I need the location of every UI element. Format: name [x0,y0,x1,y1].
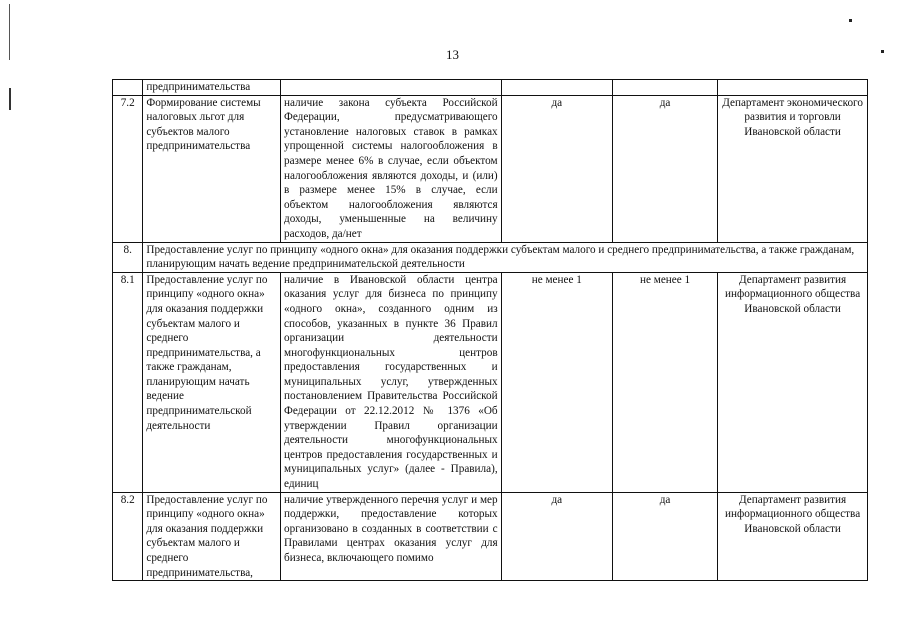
section-row [113,242,868,272]
row-number: 7.2 [113,95,143,242]
row-indicator: наличие в Ивановской области центра оказания услуг для бизнеса по принципу «одного окна», созданного одним из способов, указанных в пункте 36 Правил организации деятельности многофункциональных центров предоставления государственных и муниципальных услуг, утвержденных постановлением Правительства Российской Федерации от 22.12.2012 № 1376 «Об утверждении Правил организации деятельности многофункциональных центров предоставления государственных и муниципальных услуг» (далее - Правила), единиц [281,272,502,492]
table-row [113,492,868,581]
row-responsible: Департамент экономического развития и торговли Ивановской области [718,95,868,242]
page-bottom-margin [0,604,905,640]
row-value-1: да [501,492,612,581]
row-indicator: наличие утвержденного перечня услуг и мер поддержки, предоставление которых организовано в созданных в соответствии с Правилами центрах оказания услуг для бизнеса, включающего помимо [281,492,502,581]
row-value-1: да [501,95,612,242]
row-name: Предоставление услуг по принципу «одного окна» для оказания поддержки субъектам малого и среднего предпринимательства, [143,492,281,581]
section-title: Предоставление услуг по принципу «одного окна» для оказания поддержки субъектам малого и среднего предпринимательства, а также гражданам, планирующим начать ведение предпринимательской деятельности [143,242,868,272]
table-row [113,80,868,96]
table-row [113,95,868,242]
row-name: предпринимательства [143,80,281,96]
page-number: 13 [446,47,459,62]
scan-speck [881,50,884,53]
row-name: Предоставление услуг по принципу «одного окна» для оказания поддержки субъектам малого и среднего предпринимательства, а также гражданам, планирующим начать ведение предпринимательской деятельности [143,272,281,492]
row-number: 8.2 [113,492,143,581]
row-responsible: Департамент развития информационного общества Ивановской области [718,492,868,581]
row-name: Формирование системы налоговых льгот для субъектов малого предпринимательства [143,95,281,242]
row-number: 8.1 [113,272,143,492]
scan-speck [849,19,852,22]
row-value-2: не менее 1 [612,272,717,492]
binding-mark [9,4,10,60]
row-value-1: не менее 1 [501,272,612,492]
row-responsible: Департамент развития информационного общества Ивановской области [718,272,868,492]
table-row [113,272,868,492]
row-value-2: да [612,492,717,581]
row-value-2: да [612,95,717,242]
row-indicator: наличие закона субъекта Российской Федерации, предусматривающего установление налоговых ставок в рамках упрощенной системы налогообложения в размере менее 6% в случае, если объектом налогообложения являются доходы, и (или) в размере менее 15% в случае, если объектом налогообложения являются доходы, уменьшенные на величину расходов, да/нет [281,95,502,242]
document-table [112,79,868,581]
binding-mark [9,88,11,110]
section-number: 8. [113,242,143,272]
